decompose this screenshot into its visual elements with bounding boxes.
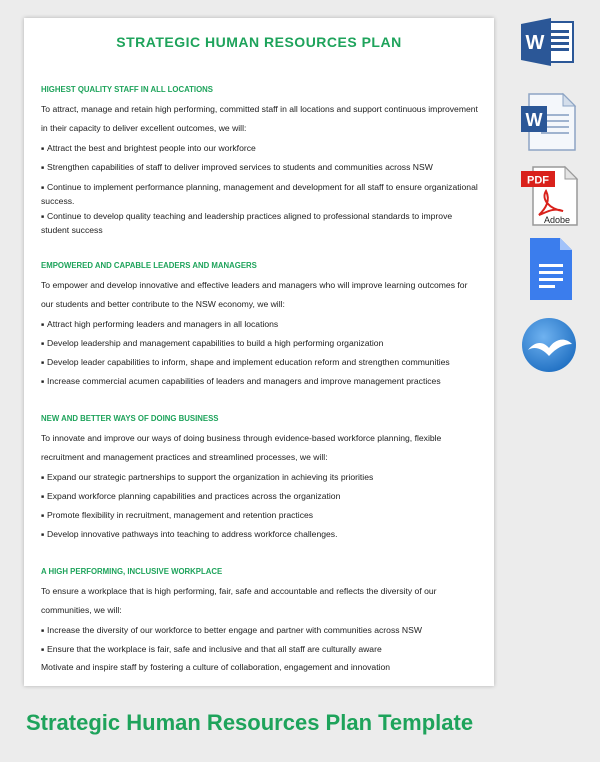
section-intro: To empower and develop innovative and effective leaders and managers who will improve learning outcomes for our students and better contribute to the NSW economy, we will: [41,280,468,309]
word-document-icon[interactable] [519,92,577,152]
bullet-item: ■ Expand workforce planning capabilities and practices across the organization [41,487,481,508]
bullet-item: ■ Increase commercial acumen capabilities of leaders and managers and improve management practices [41,372,481,393]
document-title: STRATEGIC HUMAN RESOURCES PLAN [116,34,402,50]
bullet-item: ■ Develop innovative pathways into teaching to address workforce challenges. [41,525,481,546]
section-intro: To attract, manage and retain high performing, committed staff in all locations and support continuous improvement in their capacity to deliver excellent outcomes, we will: [41,104,478,133]
document-page [24,18,494,686]
bullet-item: ■ Attract the best and brightest people into our workforce [41,139,481,160]
section-heading: NEW AND BETTER WAYS OF DOING BUSINESS [41,414,219,423]
section-intro: To ensure a workplace that is high performing, fair, safe and accountable and reflects the diversity of our communities, we will: [41,586,437,615]
pdf-icon[interactable] [519,165,579,227]
bullet-item: ■ Develop leader capabilities to inform, shape and implement education reform and strengthen communities [41,353,481,374]
adobe-icon-label: Adobe [543,215,571,225]
openoffice-icon[interactable] [520,316,578,374]
bullet-item: ■ Promote flexibility in recruitment, management and retention practices [41,506,481,527]
bullet-item: ■ Expand our strategic partnerships to support the organization in achieving its priorities [41,468,481,489]
word-icon-label: W [525,32,545,54]
bullet-item: ■ Increase the diversity of our workforce to better engage and partner with communities across NSW [41,621,481,642]
bullet-item: ■ Attract high performing leaders and managers in all locations [41,315,481,336]
bullet-item: ■ Continue to develop quality teaching and leadership practices aligned to professional standards to improve student success [41,210,481,236]
closing-line: Motivate and inspire staff by fostering a culture of collaboration, engagement and innovation [41,662,391,672]
section-heading: A HIGH PERFORMING, INCLUSIVE WORKPLACE [41,567,223,576]
word-icon[interactable] [519,16,577,68]
page-footer-title: Strategic Human Resources Plan Template [26,710,474,735]
google-docs-icon[interactable] [528,236,574,302]
bullet-item: ■ Ensure that the workplace is fair, safe and inclusive and that all staff are culturally aware [41,640,481,661]
word-doc-icon-label: W [525,110,543,130]
section-heading: HIGHEST QUALITY STAFF IN ALL LOCATIONS [41,85,213,94]
bullet-item: ■ Continue to implement performance planning, management and development for all staff to ensure organizational success. [41,181,481,207]
pdf-icon-label: PDF [527,174,549,187]
section-heading: EMPOWERED AND CAPABLE LEADERS AND MANAGERS [41,261,257,270]
bullet-item: ■ Develop leadership and management capabilities to build a high performing organization [41,334,481,355]
section-intro: To innovate and improve our ways of doing business through evidence-based workforce planning, flexible recruitment and management practices and streamlined processes, we will: [41,433,442,462]
bullet-item: ■ Strengthen capabilities of staff to deliver improved services to students and communities across NSW [41,158,481,179]
